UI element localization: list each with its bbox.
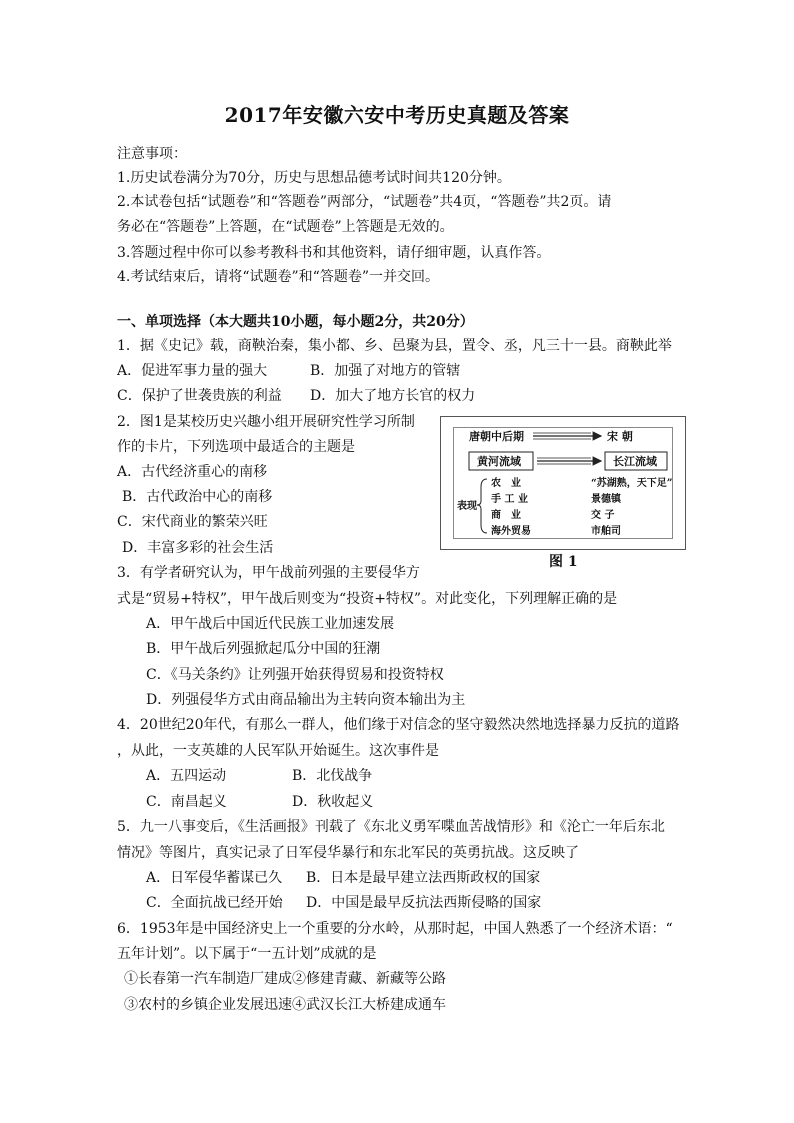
q2-stem-2: 作的卡片，下列选项中最适合的主题是 — [117, 439, 355, 455]
figure-diagram — [441, 417, 685, 549]
q2-option-c: C．宋代商业的繁荣兴旺 — [117, 514, 268, 530]
q1-stem: 1．据《史记》载，商鞅治秦，集小都、乡、邑聚为县，置令、丞，凡三十一县。商鞅此举 — [117, 338, 672, 354]
fig-item-left-2: 手 工 业 — [491, 494, 528, 505]
q1-option-b: B．加强了对地方的管辖 — [310, 363, 461, 379]
q4-stem-2: ，从此，一支英雄的人民军队开始诞生。这次事件是 — [117, 743, 439, 759]
fig-item-right-1: “苏湖熟，天下足” — [591, 478, 673, 489]
fig-side-label: 表现 — [457, 501, 477, 512]
q3-stem-1: 3．有学者研究认为，甲午战前列强的主要侵华方 — [117, 565, 420, 581]
q6-options-1: ①长春第一汽车制造厂建成②修建青藏、新藏等公路 — [124, 971, 446, 987]
q2-option-a: A．古代经济重心的南移 — [117, 464, 268, 480]
q6-options-2: ③农村的乡镇企业发展迅速④武汉长江大桥建成通车 — [124, 997, 446, 1013]
q4-option-b: B．北伐战争 — [292, 768, 373, 784]
q3-option-c: C．《马关条约》让列强开始获得贸易和投资特权 — [146, 667, 444, 683]
section-heading: 一、单项选择（本大题共10小题，每小题2分，共20分） — [117, 314, 474, 330]
fig-item-left-1: 农 业 — [491, 478, 521, 489]
fig-row2-right: 长江流域 — [613, 455, 657, 468]
note-item-1: 1.历史试卷满分为70分，历史与思想品德考试时间共120分钟。 — [117, 170, 511, 186]
q5-option-c: C．全面抗战已经开始 — [146, 895, 283, 911]
notes-heading: 注意事项： — [117, 146, 187, 162]
q5-option-b: B．日本是最早建立法西斯政权的国家 — [306, 870, 541, 886]
q3-option-d: D．列强侵华方式由商品输出为主转向资本输出为主 — [146, 692, 466, 708]
fig-item-right-3: 交 子 — [591, 510, 615, 521]
fig-row1-left: 唐朝中后期 — [469, 430, 524, 443]
note-item-2-cont: 务必在“答题卷”上答题，在“试题卷”上答题是无效的。 — [117, 219, 454, 235]
q3-option-a: A．甲午战后中国近代民族工业加速发展 — [146, 616, 395, 632]
page-title: 2017年安徽六安中考历史真题及答案 — [224, 103, 570, 127]
q2-stem-1: 2．图1是某校历史兴趣小组开展研究性学习所制 — [117, 414, 415, 430]
q4-option-c: C．南昌起义 — [146, 794, 227, 810]
q1-option-c: C．保护了世袭贵族的利益 — [117, 388, 282, 404]
q5-stem-2: 情况》等图片，真实记录了日军侵华暴行和东北军民的英勇抗战。这反映了 — [117, 845, 579, 861]
q4-option-d: D．秋收起义 — [292, 794, 374, 810]
fig-item-left-3: 商 业 — [491, 510, 521, 521]
q4-stem-1: 4．20世纪20年代，有那么一群人，他们缘于对信念的坚守毅然决然地选择暴力反抗的道路 — [117, 717, 680, 733]
fig-brace — [477, 479, 487, 533]
q5-stem-1: 5．九一八事变后，《生活画报》刊载了《东北义勇军喋血苦战情形》和《沦亡一年后东北 — [117, 819, 665, 835]
q4-option-a: A．五四运动 — [146, 768, 227, 784]
note-item-4: 4.考试结束后，请将“试题卷”和“答题卷”一并交回。 — [117, 269, 439, 285]
fig-item-left-4: 海外贸易 — [491, 526, 531, 537]
q3-option-b: B．甲午战后列强掀起瓜分中国的狂潮 — [146, 641, 381, 657]
q1-option-d: D．加大了地方长官的权力 — [310, 388, 476, 404]
fig-row2-left: 黄河流域 — [477, 455, 521, 468]
fig-item-right-4: 市舶司 — [591, 526, 621, 537]
q5-option-a: A．日军侵华蓄谋已久 — [146, 870, 283, 886]
figure-1 — [440, 416, 686, 550]
note-item-3: 3.答题过程中你可以参考教科书和其他资料，请仔细审题，认真作答。 — [117, 245, 551, 261]
q5-option-d: D．中国是最早反抗法西斯侵略的国家 — [306, 895, 542, 911]
q3-stem-2: 式是“贸易+特权”，甲午战后则变为“投资+特权”。对此变化，下列理解正确的是 — [117, 591, 618, 607]
note-item-2: 2.本试卷包括“试题卷”和“答题卷”两部分，“试题卷”共4页，“答题卷”共2页。请 — [117, 194, 612, 210]
fig-item-right-2: 景德镇 — [591, 494, 621, 505]
q1-option-a: A．促进军事力量的强大 — [117, 363, 268, 379]
fig-row1-right: 宋 朝 — [607, 430, 633, 443]
q6-stem-1: 6．1953年是中国经济史上一个重要的分水岭，从那时起，中国人熟悉了一个经济术语：“ — [117, 921, 673, 937]
q2-option-d: D．丰富多彩的社会生活 — [122, 540, 274, 556]
q2-option-b: B．古代政治中心的南移 — [122, 489, 273, 505]
q6-stem-2: 五年计划”。以下属于“一五计划”成就的是 — [117, 946, 377, 962]
figure-caption: 图 1 — [549, 554, 578, 570]
